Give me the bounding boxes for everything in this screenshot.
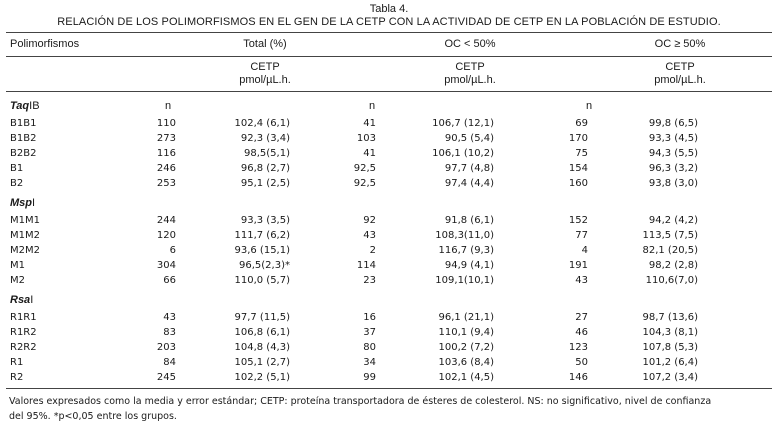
row-label: B2 <box>10 178 24 189</box>
row-label: R1R1 <box>10 312 37 323</box>
unit-total-line1: CETP <box>250 61 280 73</box>
row-label: B1B1 <box>10 118 37 129</box>
n-total: 110 <box>156 118 176 129</box>
value-oc-above: 107,2 (3,4) <box>642 372 698 383</box>
n-total: 6 <box>169 245 176 256</box>
n-total: 43 <box>163 312 176 323</box>
row-label: B1 <box>10 163 24 174</box>
n-oc-below: 92,5 <box>353 163 376 174</box>
value-oc-below: 91,8 (6,1) <box>444 215 494 226</box>
value-total: 102,4 (6,1) <box>234 118 290 129</box>
value-oc-above: 98,2 (2,8) <box>648 260 698 271</box>
n-total: 203 <box>156 342 176 353</box>
value-total: 96,8 (2,7) <box>240 163 290 174</box>
row-label: M2M2 <box>10 245 40 256</box>
value-total: 93,6 (15,1) <box>234 245 290 256</box>
top-rule <box>6 32 772 33</box>
value-oc-below: 100,2 (7,2) <box>438 342 494 353</box>
value-total: 95,1 (2,5) <box>240 178 290 189</box>
group-label-taqib: TaqIB <box>10 100 40 112</box>
n-total: 245 <box>156 372 176 383</box>
n-oc-above: 123 <box>568 342 588 353</box>
unit-rule <box>6 91 772 92</box>
value-oc-above: 93,3 (4,5) <box>648 133 698 144</box>
n-oc-above: 4 <box>581 245 588 256</box>
row-label: R2 <box>10 372 24 383</box>
n-total: 246 <box>156 163 176 174</box>
n-oc-above: 146 <box>568 372 588 383</box>
row-label: B2B2 <box>10 148 37 159</box>
row-label: M1M2 <box>10 230 40 241</box>
value-oc-below: 97,7 (4,8) <box>444 163 494 174</box>
table-number: Tabla 4. <box>369 3 409 15</box>
n-oc-below: 41 <box>363 118 376 129</box>
n-oc-above: 69 <box>575 118 588 129</box>
value-oc-below: 94,9 (4,1) <box>444 260 494 271</box>
n-oc-above: 170 <box>568 133 588 144</box>
n-total: 304 <box>156 260 176 271</box>
value-total: 110,0 (5,7) <box>234 275 290 286</box>
n-oc-below: 99 <box>363 372 376 383</box>
value-oc-above: 93,8 (3,0) <box>648 178 698 189</box>
row-label: R2R2 <box>10 342 37 353</box>
header-oc-below-50: OC < 50% <box>444 38 496 50</box>
value-oc-above: 113,5 (7,5) <box>642 230 698 241</box>
n-label-oc-above: n <box>586 100 593 112</box>
n-oc-above: 152 <box>568 215 588 226</box>
value-oc-below: 90,5 (5,4) <box>444 133 494 144</box>
value-oc-below: 97,4 (4,4) <box>444 178 494 189</box>
n-total: 120 <box>156 230 176 241</box>
n-oc-below: 16 <box>363 312 376 323</box>
n-oc-below: 34 <box>363 357 376 368</box>
n-oc-above: 160 <box>568 178 588 189</box>
value-oc-below: 116,7 (9,3) <box>438 245 494 256</box>
value-total: 102,2 (5,1) <box>234 372 290 383</box>
n-total: 244 <box>156 215 176 226</box>
value-oc-above: 98,7 (13,6) <box>642 312 698 323</box>
n-total: 83 <box>163 327 176 338</box>
group-label-rsai: RsaI <box>10 294 34 306</box>
n-oc-below: 80 <box>363 342 376 353</box>
unit-oc-above-line2: pmol/µL.h. <box>654 74 706 86</box>
n-oc-below: 92 <box>363 215 376 226</box>
value-total: 111,7 (6,2) <box>234 230 290 241</box>
footnote-line1: Valores expresados como la media y error estándar; CETP: proteína transportadora de ésteres de colesterol. NS: no significativo, nivel de confianza <box>9 396 712 407</box>
unit-oc-above-line1: CETP <box>665 61 695 73</box>
n-total: 116 <box>156 148 176 159</box>
n-total: 84 <box>163 357 176 368</box>
value-oc-below: 110,1 (9,4) <box>438 327 494 338</box>
n-total: 273 <box>156 133 176 144</box>
n-oc-above: 50 <box>575 357 588 368</box>
n-oc-below: 114 <box>356 260 376 271</box>
value-oc-above: 96,3 (3,2) <box>648 163 698 174</box>
value-oc-above: 82,1 (20,5) <box>642 245 698 256</box>
n-oc-above: 191 <box>568 260 588 271</box>
value-oc-below: 106,7 (12,1) <box>432 118 494 129</box>
header-polimorfismos: Polimorfismos <box>10 38 80 50</box>
row-label: M1M1 <box>10 215 40 226</box>
value-oc-above: 101,2 (6,4) <box>642 357 698 368</box>
header-total: Total (%) <box>243 38 287 50</box>
n-oc-below: 2 <box>369 245 376 256</box>
header-rule <box>6 56 772 57</box>
header-oc-above-50: OC ≥ 50% <box>654 38 706 50</box>
n-oc-below: 41 <box>363 148 376 159</box>
value-total: 106,8 (6,1) <box>234 327 290 338</box>
row-label: B1B2 <box>10 133 37 144</box>
row-label: M1 <box>10 260 25 271</box>
n-label-oc-below: n <box>369 100 376 112</box>
n-total: 253 <box>156 178 176 189</box>
value-oc-below: 109,1(10,1) <box>435 275 494 286</box>
value-total: 92,3 (3,4) <box>240 133 290 144</box>
n-oc-above: 27 <box>575 312 588 323</box>
footnote-line2: del 95%. *p<0,05 entre los grupos. <box>9 411 177 422</box>
value-total: 98,5(5,1) <box>244 148 290 159</box>
n-oc-below: 43 <box>363 230 376 241</box>
footnote <box>9 394 769 424</box>
bottom-rule <box>6 388 772 389</box>
value-oc-below: 96,1 (21,1) <box>438 312 494 323</box>
value-oc-below: 102,1 (4,5) <box>438 372 494 383</box>
n-oc-below: 23 <box>363 275 376 286</box>
n-oc-above: 46 <box>575 327 588 338</box>
value-total: 97,7 (11,5) <box>234 312 290 323</box>
table-title: RELACIÓN DE LOS POLIMORFISMOS EN EL GEN DE LA CETP CON LA ACTIVIDAD DE CETP EN LA POBLACIÓN DE ESTUDIO. <box>57 16 721 28</box>
value-total: 104,8 (4,3) <box>234 342 290 353</box>
value-oc-below: 103,6 (8,4) <box>438 357 494 368</box>
value-oc-above: 104,3 (8,1) <box>642 327 698 338</box>
unit-oc-below-line1: CETP <box>455 61 485 73</box>
n-total: 66 <box>163 275 176 286</box>
unit-total-line2: pmol/µL.h. <box>239 74 291 86</box>
value-total: 96,5(2,3)* <box>239 260 290 271</box>
value-oc-below: 108,3(11,0) <box>435 230 494 241</box>
row-label: R1R2 <box>10 327 37 338</box>
value-total: 93,3 (3,5) <box>240 215 290 226</box>
value-oc-above: 94,3 (5,5) <box>648 148 698 159</box>
row-label: R1 <box>10 357 24 368</box>
n-oc-below: 92,5 <box>353 178 376 189</box>
group-label-mspi: MspI <box>10 197 36 209</box>
value-oc-above: 107,8 (5,3) <box>642 342 698 353</box>
value-oc-above: 99,8 (6,5) <box>648 118 698 129</box>
n-oc-below: 103 <box>356 133 376 144</box>
n-oc-above: 154 <box>568 163 588 174</box>
n-oc-below: 37 <box>363 327 376 338</box>
unit-oc-below-line2: pmol/µL.h. <box>444 74 496 86</box>
value-oc-above: 94,2 (4,2) <box>648 215 698 226</box>
n-label-total: n <box>165 100 172 112</box>
n-oc-above: 77 <box>575 230 588 241</box>
n-oc-above: 43 <box>575 275 588 286</box>
value-total: 105,1 (2,7) <box>234 357 290 368</box>
row-label: M2 <box>10 275 25 286</box>
value-oc-above: 110,6(7,0) <box>645 275 698 286</box>
n-oc-above: 75 <box>575 148 588 159</box>
value-oc-below: 106,1 (10,2) <box>432 148 494 159</box>
